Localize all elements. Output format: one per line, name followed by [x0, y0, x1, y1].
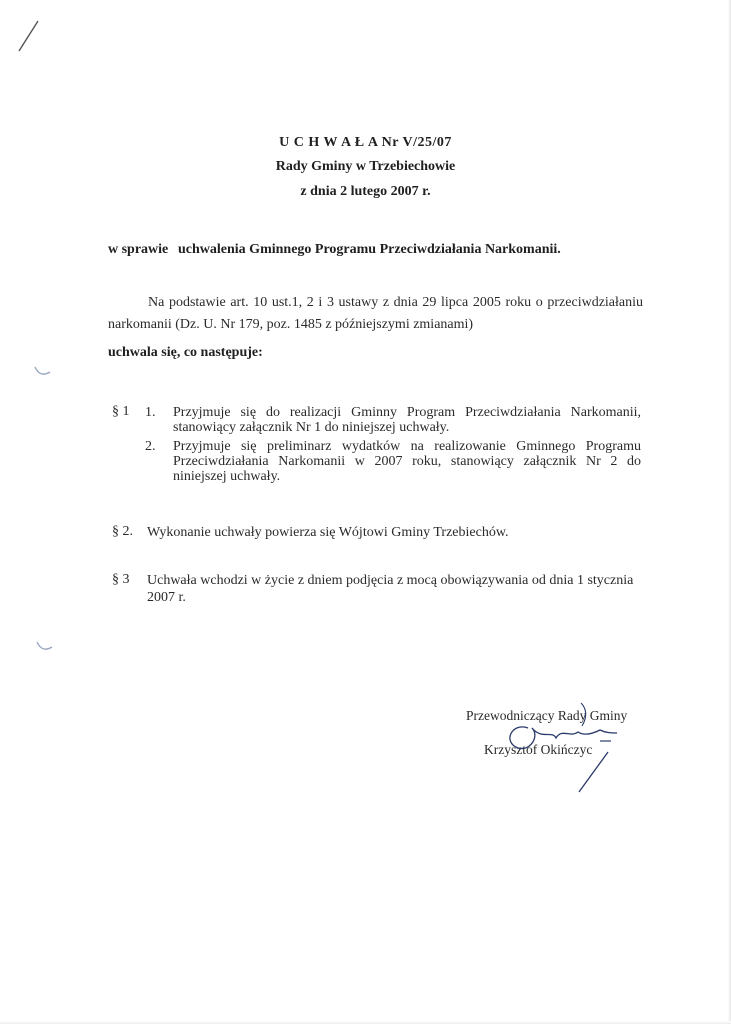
signature-name: Krzysztof Okińczyc — [484, 742, 593, 757]
section-2-label: § 2. — [112, 524, 133, 539]
section-3-text: Uchwała wchodzi w życie z dniem podjęcia z mocą obowiązywania od dnia 1 stycznia 2007 r. — [147, 573, 634, 605]
signature-title: Przewodniczący Rady Gminy — [466, 708, 628, 723]
item-number: 1. — [145, 405, 156, 420]
signature-stroke-hook — [581, 703, 586, 726]
council-name: Rady Gminy w Trzebiechowie — [275, 159, 456, 174]
section-1-label: § 1 — [112, 404, 130, 419]
item-number: 2. — [145, 439, 156, 454]
signature-stroke-tail — [579, 752, 608, 792]
signature-stroke-main — [510, 727, 617, 749]
section-2-text: Wykonanie uchwały powierza się Wójtowi Gminy Trzebiechów. — [147, 525, 509, 540]
resolution-date: z dnia 2 lutego 2007 r. — [300, 184, 431, 199]
item-text: Przyjmuje się do realizacji Gminny Program Przeciwdziałania Narkomanii, stanowiący załącznik Nr 1 do niniejszej uchwały. — [173, 405, 641, 435]
decision-line: uchwala się, co następuje: — [108, 345, 263, 360]
section-3-label: § 3 — [112, 572, 130, 587]
subject-text: uchwalenia Gminnego Programu Przeciwdziałania Narkomanii. — [178, 242, 561, 257]
resolution-number: U C H W A Ł A Nr V/25/07 — [279, 135, 452, 150]
legal-basis-text: Na podstawie art. 10 ust.1, 2 i 3 ustawy z dnia 29 lipca 2005 roku o przeciwdziałaniu narkomanii (Dz. U. Nr 179, poz. 1485 z późniejszymi zmianami) — [108, 295, 643, 332]
item-text: Przyjmuje się preliminarz wydatków na realizowanie Gminnego Programu Przeciwdziałania Narkomanii w 2007 roku, stanowiący załącznik Nr 2 do niniejszej uchwały. — [173, 439, 641, 484]
subject-label: w sprawie — [108, 242, 169, 257]
